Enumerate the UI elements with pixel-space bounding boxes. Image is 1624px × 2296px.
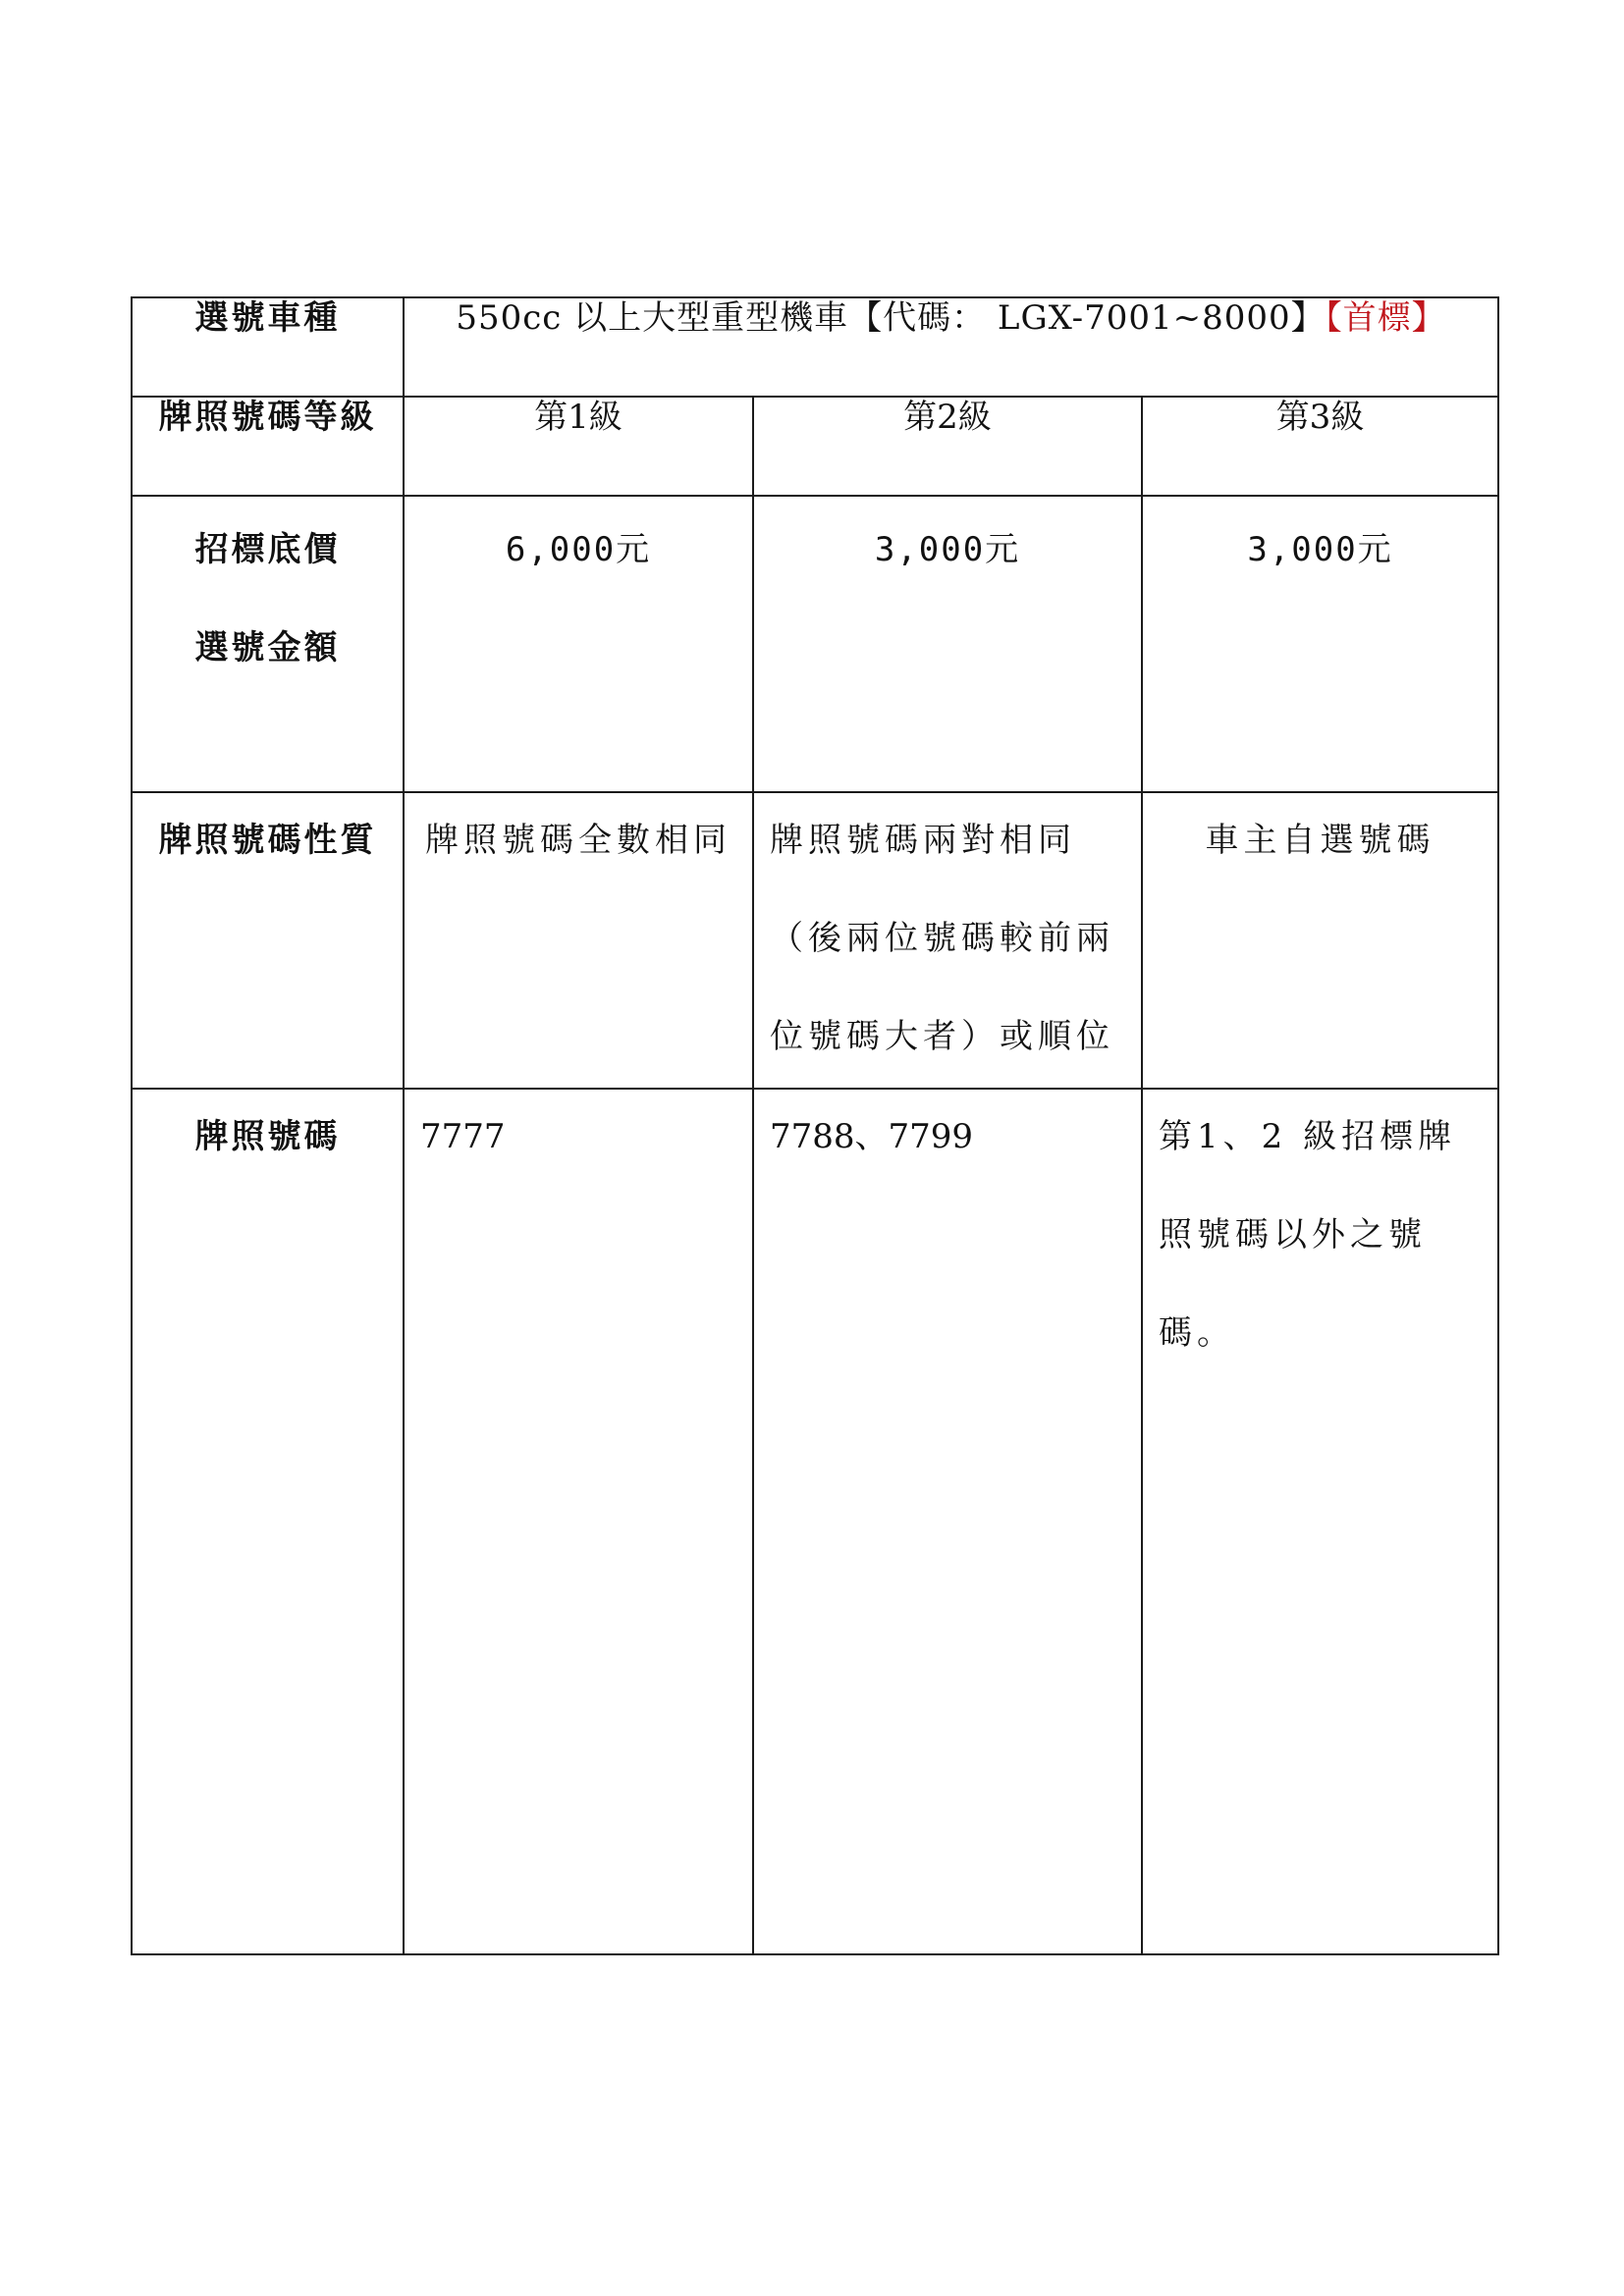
vehicle-category-title bbox=[404, 297, 1498, 397]
numbers-grade-1 bbox=[404, 1089, 753, 1954]
label-plate-nature-text: 牌照號碼性質 bbox=[158, 821, 377, 860]
nature-grade-2-line: 位號碼大者）或順位 bbox=[770, 1017, 1114, 1056]
label-selection-amount: 選號金額 bbox=[194, 628, 341, 667]
label-plate-grade: 牌照號碼等級 bbox=[132, 397, 404, 496]
numbers-grade-2-line: 7788、7799 bbox=[770, 1117, 974, 1156]
price-grade-1-value: 6,000元 bbox=[505, 530, 652, 569]
row-plate-nature bbox=[132, 792, 1498, 1089]
numbers-grade-3-line: 碼。 bbox=[1159, 1313, 1235, 1353]
numbers-grade-3-line: 照號碼以外之號 bbox=[1159, 1215, 1427, 1255]
nature-grade-2-line: （後兩位號碼較前兩 bbox=[770, 919, 1114, 958]
row-price bbox=[132, 496, 1498, 792]
license-plate-table bbox=[131, 296, 1499, 1955]
nature-grade-3 bbox=[1142, 792, 1498, 1089]
price-grade-3 bbox=[1142, 496, 1498, 792]
row-plate-grade bbox=[132, 397, 1498, 496]
price-grade-2 bbox=[753, 496, 1142, 792]
first-auction-tag: 【首標】 bbox=[1325, 298, 1446, 338]
row-plate-numbers bbox=[132, 1089, 1498, 1954]
vehicle-category-main: 550cc 以上大型重型機車【代碼： LGX-7001~8000】 bbox=[456, 298, 1326, 338]
grade-1: 第1級 bbox=[404, 397, 753, 496]
numbers-grade-3 bbox=[1142, 1089, 1498, 1954]
grade-3: 第3級 bbox=[1142, 397, 1498, 496]
grade-2: 第2級 bbox=[753, 397, 1142, 496]
label-vehicle-category: 選號車種 bbox=[132, 297, 404, 397]
nature-grade-1-line: 牌照號碼全數相同 bbox=[425, 821, 731, 860]
numbers-grade-2 bbox=[753, 1089, 1142, 1954]
label-price bbox=[132, 496, 404, 792]
price-grade-1 bbox=[404, 496, 753, 792]
nature-grade-1 bbox=[404, 792, 753, 1089]
label-plate-numbers-text: 牌照號碼 bbox=[194, 1117, 341, 1156]
price-grade-2-value: 3,000元 bbox=[874, 530, 1021, 569]
nature-grade-2 bbox=[753, 792, 1142, 1089]
row-vehicle-category bbox=[132, 297, 1498, 397]
numbers-grade-1-line: 7777 bbox=[420, 1117, 506, 1156]
label-reserve-price: 招標底價 bbox=[194, 530, 341, 569]
nature-grade-3-line: 車主自選號碼 bbox=[1205, 821, 1435, 860]
label-plate-nature bbox=[132, 792, 404, 1089]
nature-grade-2-line: 牌照號碼兩對相同 bbox=[770, 821, 1076, 860]
numbers-grade-3-line: 第1、2 級招標牌 bbox=[1159, 1117, 1457, 1156]
price-grade-3-value: 3,000元 bbox=[1247, 530, 1393, 569]
label-plate-numbers bbox=[132, 1089, 404, 1954]
